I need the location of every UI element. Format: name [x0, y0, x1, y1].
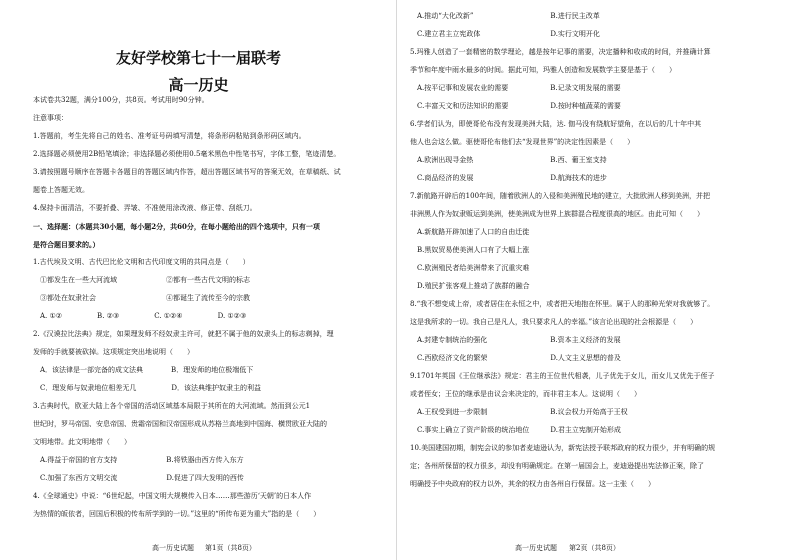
- question-option: A.王权受到进一步限制 B.议会权力开始高于王权: [417, 408, 628, 416]
- notice-label: 注意事项：: [33, 114, 68, 122]
- question-option: ①都发生在一些大河流域 ②都有一些古代文明的标志: [40, 276, 250, 284]
- notice-line: 2.选择题必须使用2B铅笔填涂；非选择题必须使用0.5毫米黑色中性笔书写，字体工整，笔迹清楚。: [33, 150, 341, 158]
- exam-subject: 高一历史: [168, 76, 229, 94]
- question-text: 文明地带。此文明地带（ ）: [33, 438, 131, 446]
- question-option: D.殖民扩张客观上推动了族群的融合: [417, 282, 530, 290]
- question-text: 为热情的皈依者，回国后积极的传布所学到的一切。”这里的“所传布更为重大”指的是（ ）: [33, 510, 321, 518]
- question-option: C.丰富天文和历法知识的需要 D.按时种植蔬菜的需要: [417, 102, 621, 110]
- question-text: 世纪时，罗马帝国、安息帝国、贵霜帝国和汉帝国形成从苏格兰高地到中国海、横贯欧亚大陆的: [33, 420, 327, 428]
- section-heading: 是符合题目要求的。）: [33, 240, 100, 249]
- page-number: 第2页（共8页）: [569, 544, 620, 552]
- question-text: 这是我所求的一切。我自己是凡人，我只要求凡人的幸福。”该言论出现的社会根源是（ ）: [410, 318, 698, 326]
- question-option: B.黑奴贸易使美洲人口有了大幅上涨: [417, 246, 530, 254]
- question-text: 定；各州所保留的权力很多，却没有明确规定。在第一届国会上，麦迪逊提出宪法修正案，除了: [410, 462, 704, 470]
- question-text: 发师的手就要被砍掉。这项规定突出地说明（ ）: [33, 348, 194, 356]
- question-option: C.欧洲殖民者给美洲带来了沉重灾难: [417, 264, 530, 272]
- section-heading: 一、选择题：（本题共30小题，每小题2分，共60分，在每小题给出的四个选项中，只有一项: [33, 222, 320, 231]
- question-text: 非洲黑人作为奴隶贩运到美洲，使美洲成为世界上族群混合程度很高的地区。由此可知（ ）: [410, 210, 704, 218]
- question-option: C.西欧经济文化的繁荣 D.人文主义思想的普及: [417, 354, 621, 362]
- question-text: 他人也会这么做。驱使哥伦布他们去“发现世界”的决定性因素是（ ）: [410, 138, 635, 146]
- question-text: 4.《全球通史》中说：“6世纪起，中国文明大规模传入日本……那些游历‘天朝’的日本人作: [33, 492, 312, 500]
- page-number: 第1页（共8页）: [205, 544, 256, 552]
- question-text: 7.新航路开辟后的100年间，随着欧洲人的入侵和美洲殖民地的建立，大批欧洲人移到美洲，并把: [410, 192, 711, 200]
- notice-line: 1.答题前，考生先将自己的姓名、准考证号码填写清楚，将条形码粘贴到条形码区域内。: [33, 132, 306, 140]
- question-text: 5.玛雅人创造了一套精密的数学理论，越是按年记事的需要，决定播种和收成的时间，并推确计算: [410, 48, 711, 56]
- exam-page-2: [397, 0, 794, 560]
- question-text: 10.美国建国初期，制宪会议的参加者麦迪逊认为，新宪法授予联邦政府的权力很少，并有明确的规: [410, 444, 716, 452]
- question-text: 9.1701年英国《王位继承法》规定：君主的王位世代相袭，儿子优先于女儿，而女儿又优先于侄子: [410, 372, 715, 380]
- question-text: 6.学者们认为，即使哥伦布没有发现美洲大陆，达. 伽马没有绕航好望角，在以后的几十年中其: [410, 120, 702, 128]
- notice-line: 3.请按照题号顺序在答题卡各题目的答题区域内作答，超出答题区域书写的答案无效，在草稿纸、试: [33, 168, 341, 176]
- question-option: A.新航路开辟加速了人口的自由迁徙: [417, 228, 530, 236]
- question-option: A. ①② B. ②③ C. ①②④ D. ①②③: [40, 312, 247, 320]
- question-option: C.商品经济的发展 D.航海技术的进步: [417, 174, 607, 182]
- question-text: 1.古代埃及文明、古代巴比伦文明和古代印度文明的共同点是（ ）: [33, 258, 250, 266]
- question-text: 明确授予中央政府的权力以外，其余的权力由各州自行保留。这一主张（ ）: [410, 480, 655, 488]
- question-option: C.加强了东西方文明交流 D.促进了四大发明的西传: [40, 474, 244, 482]
- exam-title: 友好学校第七十一届联考: [115, 49, 281, 67]
- question-text: 2.《汉谟拉比法典》规定，如果理发师不经奴隶主许可，就把不属于他的奴隶头上的标志剃掉，理: [33, 330, 334, 338]
- question-text: 8.“我不想变成上帝，或者居住在永恒之中，或者把天地抱在怀里。属于人的那种光荣对我就够了。: [410, 300, 715, 308]
- question-option: A.得益于帝国的官方支持 B.将铁器由西方传入东方: [40, 456, 244, 464]
- page-footer-label: 高一历史试题: [152, 544, 194, 552]
- question-option: C.事实上确立了资产阶级的统治地位 D.君主立宪制开始形成: [417, 426, 621, 434]
- question-option: C.建立君主立宪政体 D.实行文明开化: [417, 30, 600, 38]
- notice-line: 题卷上答题无效。: [33, 186, 89, 194]
- question-option: ③都处在奴隶社会 ④都诞生了流传至今的宗教: [40, 294, 250, 302]
- page-footer-label: 高一历史试题: [515, 544, 557, 552]
- exam-intro: 本试卷共32题，满分100分，共8页。考试用时90分钟。: [33, 96, 209, 104]
- question-option: A．该法律是一部完备的成文法典 B．理发师的地位极端低下: [40, 366, 254, 374]
- question-option: A.欧洲出现寻金热 B.西、葡王室支持: [417, 156, 607, 164]
- question-text: 季节和年度中雨水最多的时间。据此可知，玛雅人创造和发展数学主要是基于（ ）: [410, 66, 676, 74]
- question-option: A.推动“大化改新” B.进行民主改革: [417, 12, 600, 20]
- question-option: A.封建专制统治的强化 B.资本主义经济的发展: [417, 336, 621, 344]
- question-option: A.按平记事和发展农业的需要 B.记录文明发展的需要: [417, 84, 621, 92]
- notice-line: 4.保持卡面清洁，不要折叠、弄皱、不准使用涂改液、修正带、刮纸刀。: [33, 204, 257, 212]
- question-text: 或者侄女；王位的继承是由议会来决定的，而非君主本人。这说明（ ）: [410, 390, 641, 398]
- question-option: C．理发师与奴隶地位相差无几 D．该法典维护奴隶主的利益: [40, 384, 261, 392]
- question-text: 3.古典时代，欧亚大陆上各个帝国的活动区域基本局限于其所在的大河流域。然而到公元1: [33, 402, 311, 410]
